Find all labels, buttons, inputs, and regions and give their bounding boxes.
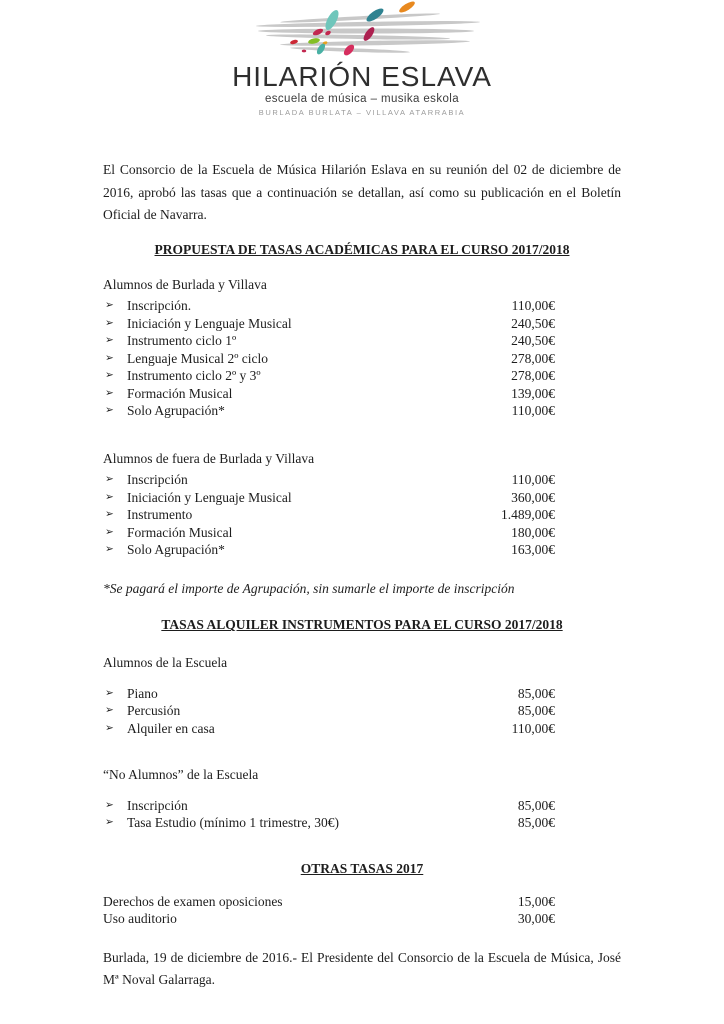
fee-row (103, 402, 555, 420)
fee-price: 85,00€ (517, 797, 555, 813)
arrow-bullet-icon: ➢ (105, 798, 114, 811)
fee-row (103, 541, 555, 559)
fee-price: 278,00€ (511, 350, 555, 366)
group-label: Alumnos de la Escuela (103, 655, 228, 671)
group-alumnos-escuela (103, 654, 621, 737)
fee-row (103, 332, 555, 350)
fee-name: Instrumento ciclo 2º y 3º (127, 368, 261, 384)
group-fuera-burlada-villava (103, 450, 621, 559)
heading-other-fees: OTRAS TASAS 2017 (300, 860, 424, 876)
logo-tagline: BURLADA BURLATA – VILLAVA ATARRABIA (258, 108, 466, 118)
arrow-bullet-icon: ➢ (105, 386, 114, 399)
fee-name: Iniciación y Lenguaje Musical (127, 489, 292, 505)
fee-name: Alquiler en casa (127, 720, 215, 736)
fee-name: Inscripción (127, 472, 188, 488)
fee-price: 180,00€ (511, 524, 555, 540)
fee-row (103, 297, 555, 315)
fee-price: 278,00€ (511, 368, 555, 384)
fee-row (103, 685, 555, 703)
arrow-bullet-icon: ➢ (105, 816, 114, 829)
fee-name: Formación Musical (127, 524, 233, 540)
fee-name: Lenguaje Musical 2º ciclo (127, 350, 269, 366)
fee-price: 139,00€ (511, 385, 555, 401)
heading-academic-fees: PROPUESTA DE TASAS ACADÉMICAS PARA EL CURSO 2017/2018 (154, 241, 570, 257)
fee-row (103, 471, 555, 489)
group-burlada-villava (103, 276, 621, 420)
fee-row (103, 489, 555, 507)
fee-price: 360,00€ (511, 489, 555, 505)
fee-name: Iniciación y Lenguaje Musical (127, 315, 292, 331)
fee-name: Uso auditorio (103, 911, 177, 927)
fee-name: Piano (127, 685, 158, 701)
fee-price: 1.489,00€ (501, 507, 555, 523)
other-fees-list (103, 893, 621, 928)
fee-row (103, 720, 555, 738)
fee-row (103, 910, 555, 928)
document-content (0, 159, 724, 992)
fee-price: 163,00€ (511, 542, 555, 558)
fee-name: Tasa Estudio (mínimo 1 trimestre, 30€) (127, 815, 340, 831)
fee-name: Inscripción (127, 797, 188, 813)
arrow-bullet-icon: ➢ (105, 473, 114, 486)
arrow-bullet-icon: ➢ (105, 334, 114, 347)
closing-paragraph: Burlada, 19 de diciembre de 2016.- El Presidente del Consorcio de la Escuela de Música, José Mª Noval Galarraga. (103, 949, 621, 988)
fee-row (103, 893, 555, 911)
group-no-alumnos-escuela (103, 766, 621, 832)
fee-price: 15,00€ (517, 893, 555, 909)
fee-list (103, 297, 555, 420)
fee-price: 110,00€ (511, 403, 555, 419)
arrow-bullet-icon: ➢ (105, 543, 114, 556)
arrow-bullet-icon: ➢ (105, 490, 114, 503)
fee-price: 110,00€ (511, 472, 555, 488)
logo-title: HILARIÓN ESLAVA (232, 61, 492, 92)
school-logo (0, 0, 724, 117)
arrow-bullet-icon: ➢ (105, 686, 114, 699)
fee-row (103, 367, 555, 385)
group-label: Alumnos de Burlada y Villava (103, 276, 267, 292)
fee-row (103, 702, 555, 720)
arrow-bullet-icon: ➢ (105, 351, 114, 364)
fee-price: 85,00€ (517, 685, 555, 701)
arrow-bullet-icon: ➢ (105, 369, 114, 382)
fee-list (103, 685, 555, 738)
fee-price: 85,00€ (517, 703, 555, 719)
fee-price: 110,00€ (511, 720, 555, 736)
heading-rental-fees: TASAS ALQUILER INSTRUMENTOS PARA EL CURSO 2017/2018 (161, 617, 563, 633)
fee-price: 110,00€ (511, 298, 555, 314)
fee-row (103, 350, 555, 368)
logo-artwork-icon (240, 0, 484, 62)
fee-price: 85,00€ (517, 815, 555, 831)
fee-name: Solo Agrupación* (127, 542, 225, 558)
arrow-bullet-icon: ➢ (105, 721, 114, 734)
fee-list (103, 797, 555, 832)
fee-price: 240,50€ (511, 315, 555, 331)
fee-name: Formación Musical (127, 385, 233, 401)
fee-name: Instrumento ciclo 1º (127, 333, 237, 349)
arrow-bullet-icon: ➢ (105, 316, 114, 329)
fee-name: Inscripción. (127, 298, 192, 314)
fee-name: Solo Agrupación* (127, 403, 225, 419)
fee-row (103, 385, 555, 403)
arrow-bullet-icon: ➢ (105, 704, 114, 717)
fee-price: 240,50€ (511, 333, 555, 349)
arrow-bullet-icon: ➢ (105, 299, 114, 312)
arrow-bullet-icon: ➢ (105, 404, 114, 417)
fee-row (103, 797, 555, 815)
group-label: Alumnos de fuera de Burlada y Villava (103, 450, 315, 466)
intro-paragraph: El Consorcio de la Escuela de Música Hilarión Eslava en su reunión del 02 de diciembre de 2016, aprobó las tasas que a continuación se detallan, así como su publicación en el Boletín Oficial de Navarra. (103, 162, 621, 223)
arrow-bullet-icon: ➢ (105, 508, 114, 521)
agrupacion-footnote: *Se pagará el importe de Agrupación, sin sumarle el importe de inscripción (103, 580, 515, 596)
fee-row (103, 814, 555, 832)
fee-list (103, 471, 555, 559)
group-label: “No Alumnos” de la Escuela (103, 767, 259, 783)
fee-row (103, 506, 555, 524)
fee-name: Derechos de examen oposiciones (103, 893, 283, 909)
fee-price: 30,00€ (517, 911, 555, 927)
fee-row (103, 315, 555, 333)
fee-name: Percusión (127, 703, 181, 719)
logo-subtitle: escuela de música – musika eskola (264, 93, 460, 106)
fee-row (103, 524, 555, 542)
arrow-bullet-icon: ➢ (105, 525, 114, 538)
fee-name: Instrumento (127, 507, 193, 523)
